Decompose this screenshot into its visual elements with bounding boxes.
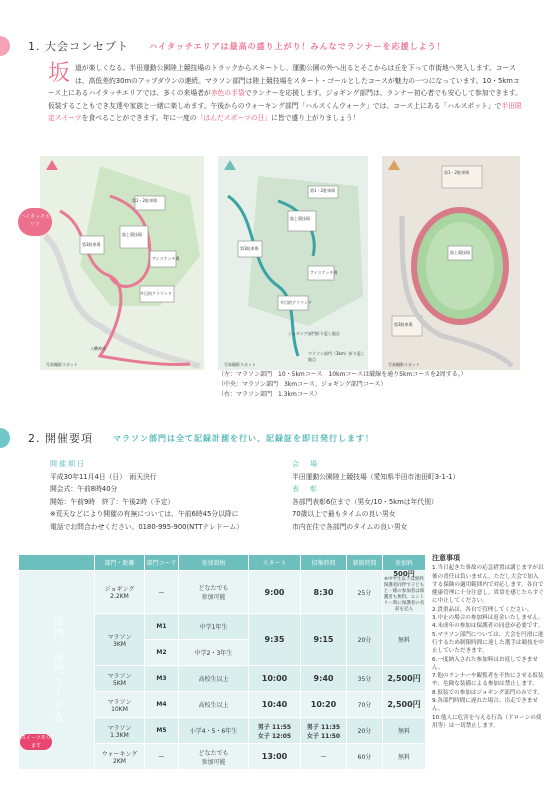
table-header: 部門コード <box>145 555 179 571</box>
table-header: 参加料 <box>383 555 426 571</box>
venue-label: 会 場 <box>292 460 319 468</box>
section-concept-header <box>0 36 446 56</box>
category-table <box>18 554 426 770</box>
event-info-left <box>50 458 285 534</box>
table-cell: ウォーキング 2KM <box>95 744 145 770</box>
table-cell: M4 <box>145 692 179 718</box>
table-cell: マラソン 5KM <box>95 666 145 692</box>
notes-title: 注意事項 <box>432 554 460 562</box>
map-label: 写真撮影スポット <box>388 362 420 367</box>
table-cell: 20分 <box>347 718 383 744</box>
table-cell: 10:20 <box>301 692 347 718</box>
table-cell: 8:30 <box>301 571 347 614</box>
note-item: 3.中止の場合の参加料は返金いたしません。 <box>432 615 544 622</box>
note-item: 7.他のランナーや観覧者を不快にさせる仮装や、危険な装備による参加は禁止します。 <box>432 673 544 688</box>
table-cell: 無料 <box>383 744 426 770</box>
table-cell: — <box>145 744 179 770</box>
opening-text: 開会式：午前8時40分 <box>50 485 118 494</box>
north-marker <box>224 160 236 170</box>
table-cell: 無料 <box>383 718 426 744</box>
table-cell: M5 <box>145 718 179 744</box>
map-note: （右：マラソン部門 1.3kmコース） <box>218 391 321 398</box>
map-label: 第1・2駐車場 <box>132 198 158 203</box>
award-text: 70歳以上で最もタイムの良い男女 <box>292 510 396 519</box>
map-label: 多目的グラウンド <box>280 300 312 305</box>
map-label: 八幡神社 <box>90 346 106 351</box>
date-label: 開催期日 <box>50 460 86 468</box>
note-item: 1.当日起きた事故の応急措置は講じますが以後の責任は負いません。ただし大会で加入する保険の適用範囲内で対応します。各自で健康管理に十分注意し、異常を感じたらすぐに中止してください。 <box>432 565 544 605</box>
table-cell: 13:00 <box>249 744 301 770</box>
hightouch-badge: ハイタッチエリア <box>18 208 52 236</box>
weather-phone: 電話でお問合わせください。0180-995-900(NTTテレドーム） <box>50 522 244 531</box>
table-cell: 無料 <box>383 614 426 666</box>
table-cell: M1 <box>145 614 179 640</box>
note-item: 9.各部門時間に遅れた場合、出走できません。 <box>432 698 539 713</box>
map-label: 写真撮影スポット <box>46 362 78 367</box>
table-cell: 35分 <box>347 666 383 692</box>
map-label: 陸上競技場 <box>122 232 142 237</box>
map-label: 第1・2駐車場 <box>444 170 470 175</box>
table-cell: 9:00 <box>249 571 301 614</box>
map-label: 多目的グラウンド <box>140 291 172 296</box>
sweets-badge: スイーツあります <box>21 735 51 749</box>
table-cell: M2 <box>145 640 179 666</box>
map-label: 第3駐車場 <box>240 246 259 251</box>
table-cell <box>383 571 426 614</box>
venue-text: 半田運動公園陸上競技場（愛知県半田市池田町3-1-1） <box>292 472 460 481</box>
table-cell: 25分 <box>347 571 383 614</box>
table-header: 部門・距離 <box>95 555 145 571</box>
section-subtitle: ハイタッチエリアは最高の盛り上がり！みんなでランナーを応援しよう！ <box>149 41 446 51</box>
map-label: 陸上競技場 <box>450 250 470 255</box>
note-item: 10.他人に危害を与える行為（ドローンの使用等）は一切禁止します。 <box>432 714 542 729</box>
section-tab <box>0 36 10 56</box>
table-header: 招集時間 <box>301 555 347 571</box>
map-label: 第1・2駐車場 <box>310 188 336 193</box>
north-marker <box>388 160 400 170</box>
table-cell: — <box>301 744 347 770</box>
award-text: 各部門表彰6位まで（男女/10・5kmは年代別） <box>292 497 438 506</box>
fee-value: 500円 <box>393 570 415 578</box>
fee-note: ※中学生以下は無料 保護者同伴で子どもと一緒の参加者は保護者も無料。エントリー時に保護者の名前を記入 <box>383 577 425 612</box>
map-label: ジョギング部門折り返し地点 <box>288 331 340 336</box>
table-cell: 9:35 <box>249 614 301 666</box>
note-item: 8.仮装での参加はジョギング部門のみです。 <box>432 689 543 696</box>
dropcap: 坂 <box>48 61 71 86</box>
table-cell: ジョギング 2.2KM <box>95 571 145 614</box>
section-subtitle: マラソン部門は全て記録計測を行い、記録証を即日発行します！ <box>113 433 374 443</box>
table-cell: マラソン 10KM <box>95 692 145 718</box>
course-map-10-5km <box>20 156 204 370</box>
time-text: 開始：午前9時 終了：午後2時（予定） <box>50 497 175 506</box>
table-cell: 2,500円 <box>383 666 426 692</box>
table-header: スタート <box>249 555 301 571</box>
map-label: 第3駐車場 <box>82 242 101 247</box>
concept-paragraph: 坂 道が楽しくなる。半田運動公園陸上競技場のトラックからスタートし、運動公園の外へ出るとそこからは丘を下って市街地へ突入します。コースは、高低差約30mのアップダウンの連続。マラソン部門は陸上競技場をスタート・ゴールとしたコースが魅力の一つになっています。10・5kmコース上にあるハイタッチエリアでは、多くの来場者が赤色の手袋でランナーを応援します。ジョギング部門は、ランナー初心者でも安心して参加できます。仮装することもでき友達や家族と一緒に楽しめます。午後からのウォーキング部門「ハルスくんウォーク」では、コース上にある「ハルスポット」で半田限定スイーツを食べることができます。年に一度の「はんだスポーツの日」に皆で盛り上がりましょう！ <box>48 61 522 123</box>
table-sideband: 部門・部門コード表 <box>19 571 95 770</box>
section-title: 2. 開催要項 <box>28 432 93 445</box>
table-cell: どなたでも 参加可能 <box>179 744 249 770</box>
table-header: 参加資格 <box>179 555 249 571</box>
event-info-right <box>292 458 537 534</box>
table-cell: 中学1年生 <box>179 614 249 640</box>
map-label: 第3駐車場 <box>394 322 413 327</box>
table-cell: — <box>145 571 179 614</box>
table-cell: 9:15 <box>301 614 347 666</box>
course-map-1-3km <box>382 156 520 370</box>
table-cell: 小学4・5・6年生 <box>179 718 249 744</box>
table-cell: 中学2・3年生 <box>179 640 249 666</box>
section-tab <box>0 428 10 448</box>
map-notes <box>218 370 467 400</box>
table-cell: 男子 11:35 女子 11:50 <box>301 718 347 744</box>
table-cell: M3 <box>145 666 179 692</box>
table-header: 制限時間 <box>347 555 383 571</box>
note-item: 4.未成年の参加は保護者の同意が必要です。 <box>432 623 544 630</box>
table-row <box>19 571 426 614</box>
section-outline-header <box>0 428 374 448</box>
award-text: 市内在住で各部門のタイムの良い男女 <box>292 522 408 531</box>
table-cell: 男子 11:55 女子 12:05 <box>249 718 301 744</box>
table-cell: マラソン 1.3KM <box>95 718 145 744</box>
notes-panel <box>432 554 544 730</box>
map-label: 写真撮影スポット <box>224 362 256 367</box>
table-cell: 10:40 <box>249 692 301 718</box>
table-cell: 高校生以上 <box>179 666 249 692</box>
table-cell: マラソン 3KM <box>95 614 145 666</box>
note-item: 6.一度納入された参加料はお返しできません。 <box>432 656 539 671</box>
table-corner <box>19 555 95 571</box>
course-map-3km-jogging <box>218 156 368 370</box>
map-label: マラソン部門（3km）折り返し地点 <box>308 351 365 362</box>
table-cell: 高校生以上 <box>179 692 249 718</box>
table-cell: 10:00 <box>249 666 301 692</box>
section-title: 1. 大会コンセプト <box>28 40 129 53</box>
table-cell: 9:40 <box>301 666 347 692</box>
note-item: 2.貴重品は、各自で管理してください。 <box>432 606 533 613</box>
map-label: 陸上競技場 <box>290 216 310 221</box>
note-item: 5.マラソン部門については、大会を円滑に進行するため制限時間に達した選手は競技を中止していただきます。 <box>432 631 544 655</box>
table-cell: どなたでも 参加可能 <box>179 571 249 614</box>
table-cell: 20分 <box>347 614 383 666</box>
table-cell: 70分 <box>347 692 383 718</box>
date-text: 平成30年11月4日（日） 雨天決行 <box>50 472 157 481</box>
weather-note: ※荒天などにより開催の有無については、午前6時45分以降に <box>50 510 239 519</box>
map-note: （左：マラソン部門 10・5kmコース 10kmコースは破線を通り5kmコースを2周する。） <box>218 371 467 378</box>
map-label: アイスケッチ場 <box>152 256 180 261</box>
table-cell: 60分 <box>347 744 383 770</box>
table-cell: 2,500円 <box>383 692 426 718</box>
north-marker <box>46 160 58 170</box>
map-label: アイスケッチ場 <box>310 270 338 275</box>
map-note: （中央：マラソン部門 3kmコース、ジョギング部門コース） <box>218 381 387 388</box>
award-label: 表 彰 <box>292 485 319 494</box>
